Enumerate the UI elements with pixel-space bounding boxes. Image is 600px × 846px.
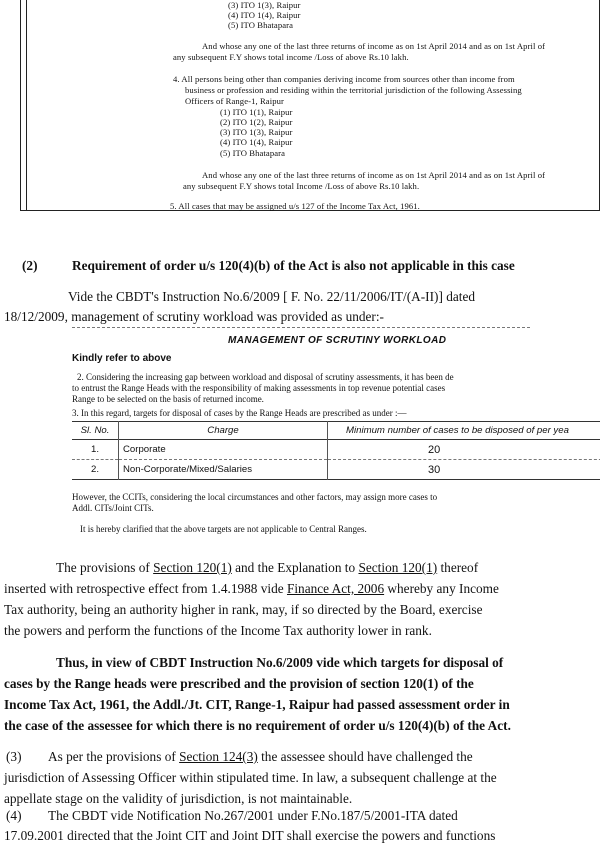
table-row xyxy=(72,440,600,460)
col-header: Minimum number of cases to be disposed of per yea xyxy=(328,422,600,440)
scrutiny-title: MANAGEMENT OF SCRUTINY WORKLOAD xyxy=(228,335,446,346)
excerpt-line: However, the CCITs, considering the local circumstances and other factors, may assign more cases to xyxy=(72,492,437,503)
section-120-1-link[interactable]: Section 120(1) xyxy=(358,560,437,575)
targets-table-wrap xyxy=(72,421,600,480)
kindly-refer: Kindly refer to above xyxy=(72,353,171,364)
ito-list-item: (1) ITO 1(1), Raipur xyxy=(220,107,292,118)
ito-list-item: (3) ITO 1(3), Raipur xyxy=(228,0,300,11)
excerpt-line: Range to be selected on the basis of returned income. xyxy=(72,394,264,405)
ito-list-item: (4) ITO 1(4), Raipur xyxy=(228,10,300,21)
cell-min: 20 xyxy=(328,440,600,460)
section-number: (3) xyxy=(6,746,22,767)
ito-list-item: (5) ITO Bhatapara xyxy=(228,20,293,31)
paragraph-line: Vide the CBDT's Instruction No.6/2009 [ F. No. 22/11/2006/IT/(A-II)] dated xyxy=(68,286,588,307)
item-5-text: 5. All cases that may be assigned u/s 127 of the Income Tax Act, 1961. xyxy=(170,201,420,212)
paragraph-line: the powers and perform the functions of the Income Tax authority lower in rank. xyxy=(4,620,432,641)
paragraph-line: Tax authority, being an authority higher in rank, may, if so directed by the Board, exercise xyxy=(4,599,482,620)
ito-list-item: (3) ITO 1(3), Raipur xyxy=(220,127,292,138)
finance-act-link[interactable]: Finance Act, 2006 xyxy=(287,581,384,596)
item-4-text: Officers of Range-1, Raipur xyxy=(185,96,284,107)
excerpt-line: 2. Considering the increasing gap between workload and disposal of scrutiny assessments, it has been de xyxy=(77,372,454,383)
cell-charge: Non-Corporate/Mixed/Salaries xyxy=(119,460,328,480)
excerpt-line: 3. In this regard, targets for disposal of cases by the Range Heads are prescribed as under :— xyxy=(72,408,406,419)
ito-list-item: (2) ITO 1(2), Raipur xyxy=(220,117,292,128)
paragraph-line: The CBDT vide Notification No.267/2001 under F.No.187/5/2001-ITA dated xyxy=(48,805,458,826)
paragraph-line xyxy=(56,557,478,578)
condition-line: And whose any one of the last three returns of income as on 1st April 2014 and as on 1st April of xyxy=(202,170,545,181)
condition-line: any subsequent F.Y shows total income /Loss of above Rs.10 lakh. xyxy=(173,52,409,63)
ito-list-item: (5) ITO Bhatapara xyxy=(220,148,285,159)
paragraph-line xyxy=(4,578,499,599)
col-header: Sl. No. xyxy=(72,422,119,440)
col-header: Charge xyxy=(119,422,328,440)
text-run: whereby any Income xyxy=(384,581,499,596)
section-number: (4) xyxy=(6,805,22,826)
targets-table xyxy=(72,421,600,480)
box-inner-rule xyxy=(26,0,27,210)
paragraph-line: 18/12/2009, management of scrutiny workload was provided as under:- xyxy=(4,306,384,327)
text-run: As per the provisions of xyxy=(48,749,179,764)
divider xyxy=(72,327,530,328)
item-4-text: 4. All persons being other than companies deriving income from sources other than income from xyxy=(173,74,595,85)
paragraph-line: 17.09.2001 directed that the Joint CIT and Joint DIT shall exercise the powers and functions xyxy=(4,825,495,846)
paragraph-line: cases by the Range heads were prescribed and the provision of section 120(1) of the xyxy=(4,673,474,694)
text-run: and the Explanation to xyxy=(232,560,359,575)
excerpt-line: It is hereby clarified that the above targets are not applicable to Central Ranges. xyxy=(80,524,367,535)
section-120-1-link[interactable]: Section 120(1) xyxy=(153,560,232,575)
cell-min: 30 xyxy=(328,460,600,480)
cell-charge: Corporate xyxy=(119,440,328,460)
paragraph-line: the case of the assessee for which there is no requirement of order u/s 120(4)(b) of the Act. xyxy=(4,715,511,736)
paragraph-line: Thus, in view of CBDT Instruction No.6/2009 vide which targets for disposal of xyxy=(56,652,503,673)
ito-list-item: (4) ITO 1(4), Raipur xyxy=(220,137,292,148)
paragraph-line: appellate stage on the validity of jurisdiction, is not maintainable. xyxy=(4,788,352,809)
paragraph-line xyxy=(48,746,473,767)
section-number: (2) xyxy=(22,255,38,276)
paragraph-line: jurisdiction of Assessing Officer within stipulated time. In law, a subsequent challenge at the xyxy=(4,767,497,788)
cell-no: 1. xyxy=(72,440,119,460)
text-run: The provisions of xyxy=(56,560,153,575)
table-row xyxy=(72,460,600,480)
text-run: thereof xyxy=(437,560,478,575)
excerpt-line: Addl. CITs/Joint CITs. xyxy=(72,503,154,514)
paragraph-line: Income Tax Act, 1961, the Addl./Jt. CIT, Range-1, Raipur had passed assessment order in xyxy=(4,694,510,715)
section-124-3-link[interactable]: Section 124(3) xyxy=(179,749,258,764)
excerpt-line: to entrust the Range Heads with the responsibility of making assessments in top revenue potential cases xyxy=(72,383,445,394)
section-heading: Requirement of order u/s 120(4)(b) of the Act is also not applicable in this case xyxy=(72,255,515,276)
cell-no: 2. xyxy=(72,460,119,480)
text-run: the assessee should have challenged the xyxy=(258,749,473,764)
condition-line: And whose any one of the last three returns of income as on 1st April 2014 and as on 1st April of xyxy=(202,41,592,52)
condition-line: any subsequent F.Y shows total Income /Loss of above Rs.10 lakh. xyxy=(183,181,419,192)
table-header-row xyxy=(72,422,600,440)
item-4-text: business or profession and residing within the territorial jurisdiction of the following Assessing xyxy=(185,85,522,96)
text-run: inserted with retrospective effect from 1.4.1988 vide xyxy=(4,581,287,596)
